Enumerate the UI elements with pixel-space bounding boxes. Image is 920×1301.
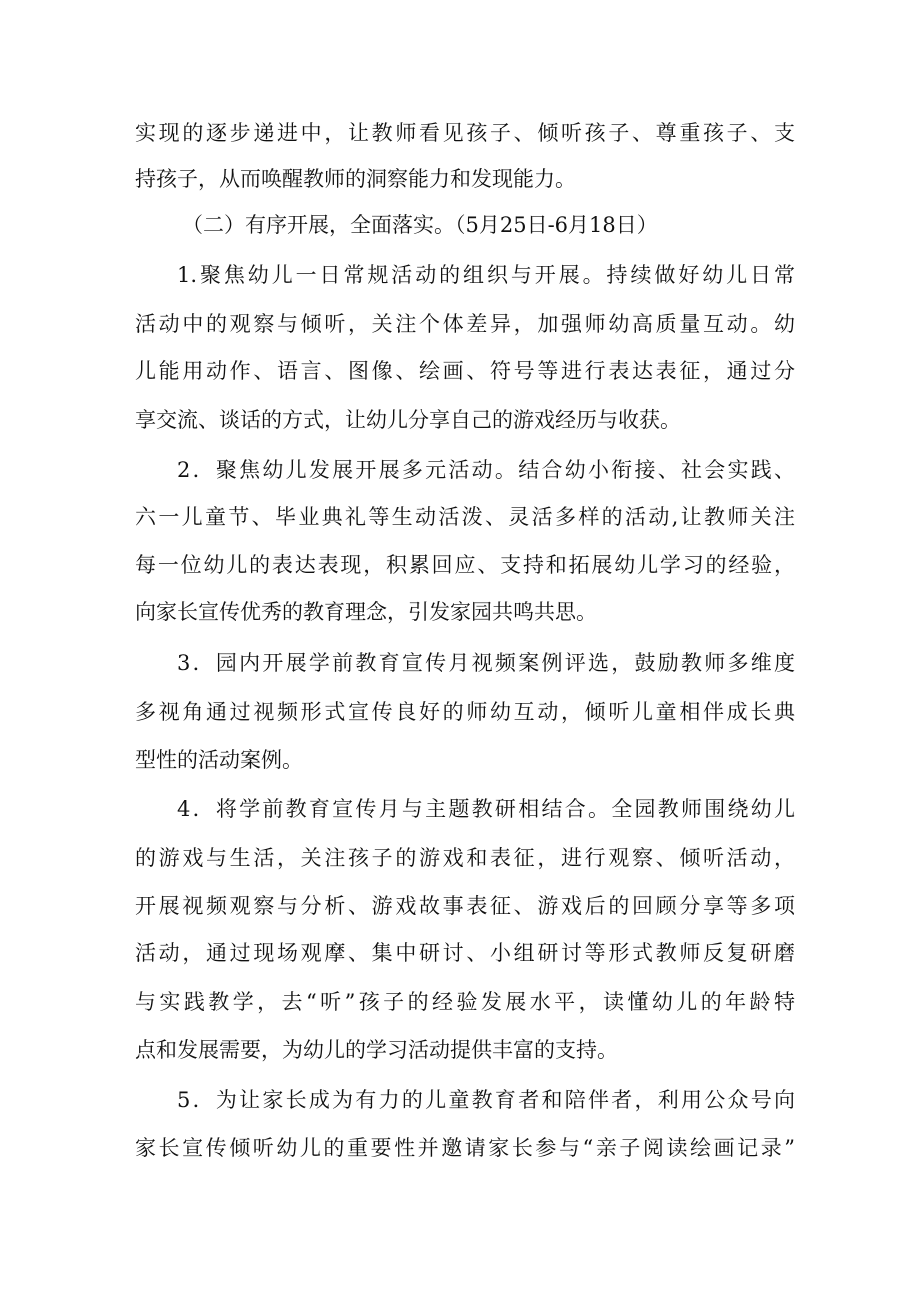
text-line: 实现的逐步递进中，让教师看见孩子、倾听孩子、尊重孩子、支 bbox=[135, 121, 795, 145]
text-line: 2．聚焦幼儿发展开展多元活动。结合幼小衔接、社会实践、 bbox=[177, 458, 795, 482]
text-line: 家长宣传倾听幼儿的重要性并邀请家长参与“亲子阅读绘画记录” bbox=[135, 1136, 795, 1160]
text-line: 点和发展需要，为幼儿的学习活动提供丰富的支持。 bbox=[135, 1038, 618, 1062]
text-line: 1.聚焦幼儿一日常规活动的组织与开展。持续做好幼儿日常 bbox=[177, 263, 795, 287]
text-line: 多视角通过视频形式宣传良好的师幼互动，倾听儿童相伴成长典 bbox=[135, 700, 795, 724]
text-line: 4．将学前教育宣传月与主题教研相结合。全园教师围绕幼儿 bbox=[177, 797, 795, 821]
text-line: 与实践教学，去“听”孩子的经验发展水平，读懂幼儿的年龄特 bbox=[135, 990, 795, 1014]
text-line: 3．园内开展学前教育宣传月视频案例评选，鼓励教师多维度 bbox=[177, 651, 795, 675]
text-line: 六一儿童节、毕业典礼等生动活泼、灵活多样的活动,让教师关注 bbox=[135, 505, 795, 529]
text-line: 5．为让家长成为有力的儿童教育者和陪伴者，利用公众号向 bbox=[177, 1088, 795, 1112]
text-line: 活动，通过现场观摩、集中研讨、小组研讨等形式教师反复研磨 bbox=[135, 941, 795, 965]
text-line: 儿能用动作、语言、图像、绘画、符号等进行表达表征，通过分 bbox=[135, 359, 795, 383]
text-line: 的游戏与生活，关注孩子的游戏和表征，进行观察、倾听活动， bbox=[135, 846, 795, 870]
text-line: 向家长宣传优秀的教育理念，引发家园共鸣共思。 bbox=[135, 600, 597, 624]
text-line: 型性的活动案例。 bbox=[135, 748, 303, 772]
text-line: 活动中的观察与倾听，关注个体差异，加强师幼高质量互动。幼 bbox=[135, 312, 795, 336]
text-line: 每一位幼儿的表达表现，积累回应、支持和拓展幼儿学习的经验， bbox=[135, 553, 795, 577]
heading-text: （二）有序开展，全面落实。（5月25日-6月18日） bbox=[182, 213, 658, 237]
text-line: 持孩子，从而唤醒教师的洞察能力和发现能力。 bbox=[135, 167, 576, 191]
text-line: 开展视频观察与分析、游戏故事表征、游戏后的回顾分享等多项 bbox=[135, 894, 795, 918]
text-line: 享交流、谈话的方式，让幼儿分享自己的游戏经历与收获。 bbox=[135, 408, 681, 432]
